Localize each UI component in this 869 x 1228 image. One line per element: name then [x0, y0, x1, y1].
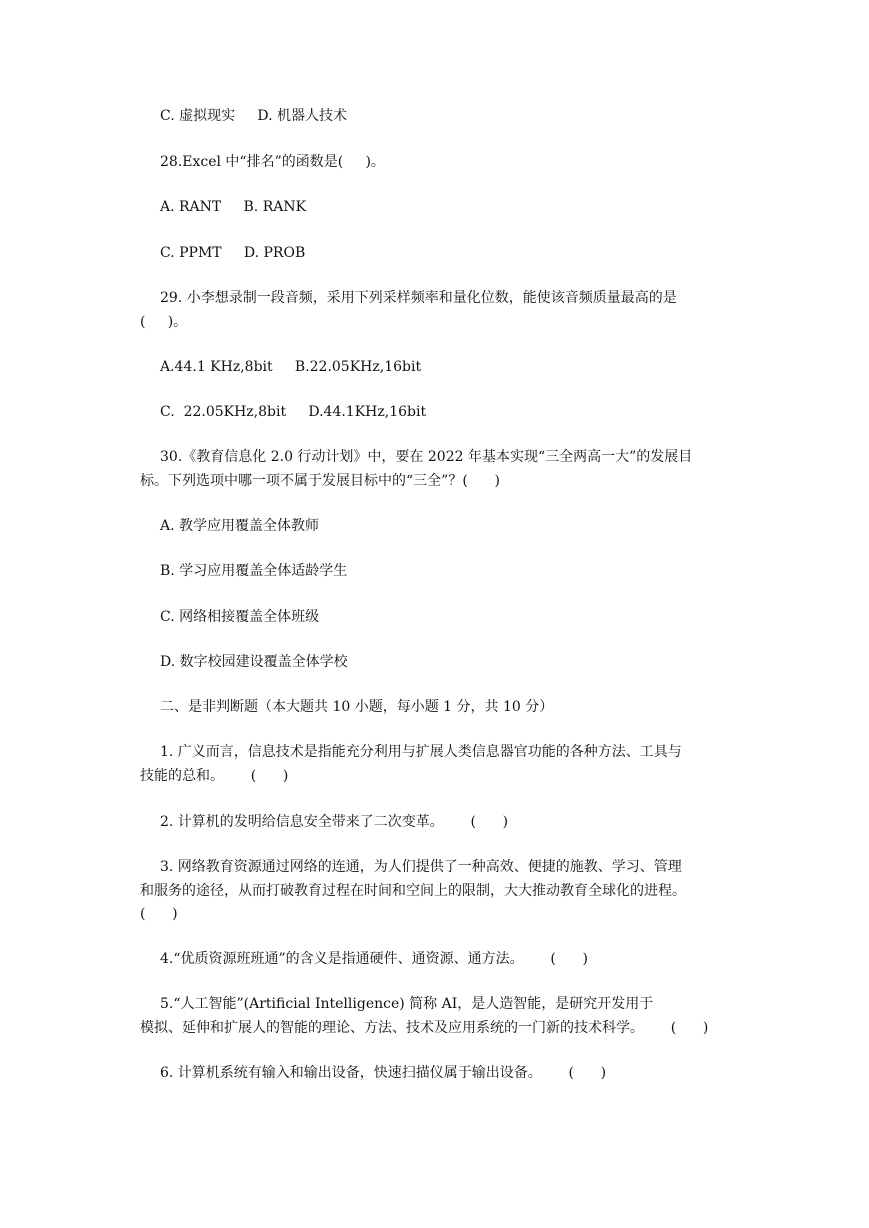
q30-option-b: B. 学习应用覆盖全体适龄学生 — [160, 563, 348, 579]
q29-question-line2: ( )。 — [140, 314, 188, 330]
q30-option-d: D. 数字校园建设覆盖全体学校 — [160, 654, 348, 670]
tf3-line1: 3. 网络教育资源通过网络的连通，为人们提供了一种高效、便捷的施教、学习、管理 — [160, 859, 682, 875]
tf4: 4.“优质资源班班通”的含义是指通硬件、通资源、通方法。 ( ) — [160, 951, 588, 967]
tf3-line2: 和服务的途径，从而打破教育过程在时间和空间上的限制，大大推动教育全球化的进程。 — [140, 883, 686, 899]
q29-options-cd: C. 22.05KHz,8bit D.44.1KHz,16bit — [160, 404, 427, 420]
tf2: 2. 计算机的发明给信息安全带来了二次变革。 ( ) — [160, 814, 509, 830]
tf5-line1: 5.“人工智能”(Artificial Intelligence) 简称 AI，是人造智能，是研究开发用于 — [160, 996, 654, 1012]
q28-options-cd: C. PPMT D. PROB — [160, 245, 306, 261]
tf5-line2: 模拟、延伸和扩展人的智能的理论、方法、技术及应用系统的一门新的技术科学。 ( ) — [140, 1020, 709, 1036]
q29-question-line1: 29. 小李想录制一段音频，采用下列采样频率和量化位数，能使该音频质量最高的是 — [160, 290, 677, 306]
q30-option-a: A. 教学应用覆盖全体教师 — [160, 518, 320, 534]
q28-question: 28.Excel 中“排名”的函数是( )。 — [160, 154, 385, 170]
q30-question-line1: 30.《教育信息化 2.0 行动计划》中，要在 2022 年基本实现“三全两高一大”的发展目 — [160, 449, 693, 465]
q30-option-c: C. 网络相接覆盖全体班级 — [160, 609, 320, 625]
tf1-line2: 技能的总和。 ( ) — [140, 768, 289, 784]
q30-question-line2: 标。下列选项中哪一项不属于发展目标中的“三全”？( ) — [140, 473, 500, 489]
tf6: 6. 计算机系统有输入和输出设备，快速扫描仪属于输出设备。 ( ) — [160, 1065, 607, 1081]
section-heading-true-false: 二、是非判断题（本大题共 10 小题，每小题 1 分，共 10 分） — [160, 699, 554, 715]
q28-options-ab: A. RANT B. RANK — [160, 199, 307, 215]
q27-options-cd: C. 虚拟现实 D. 机器人技术 — [160, 108, 347, 124]
tf1-line1: 1. 广义而言，信息技术是指能充分利用与扩展人类信息器官功能的各种方法、工具与 — [160, 744, 682, 760]
tf3-line3: ( ) — [140, 906, 178, 922]
q29-options-ab: A.44.1 KHz,8bit B.22.05KHz,16bit — [160, 359, 422, 375]
